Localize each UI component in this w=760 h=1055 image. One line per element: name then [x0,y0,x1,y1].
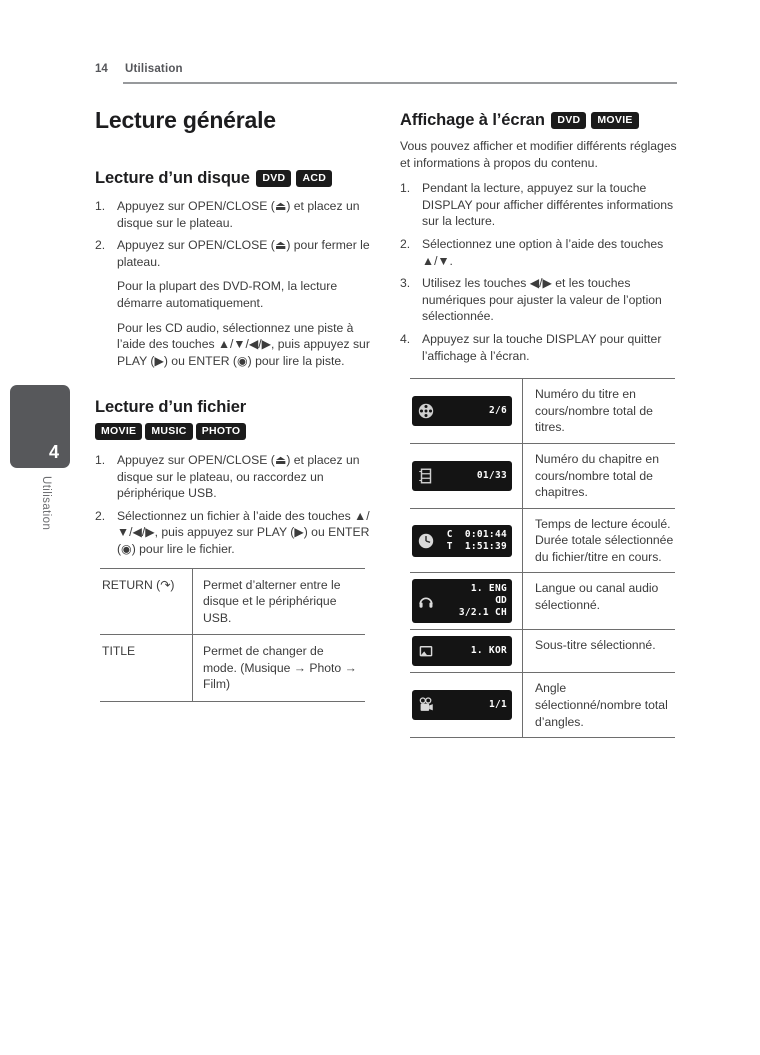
file-format-badges [95,423,372,441]
section-heading-osd: Affichage à l’écran DVD MOVIE [400,110,677,131]
table-row [410,673,675,738]
clock-icon [417,532,438,550]
osd-display-chapter: 01/33 [412,461,512,491]
osd-display-title: 2/6 [412,396,512,426]
button-description: Permet d’alterner entre le disque et le périphérique USB. [193,568,366,635]
right-column [400,110,677,738]
chapter-label-vertical: Utilisation [40,476,52,531]
osd-intro: Vous pouvez afficher et modifier différents réglages et informations à propos du contenu. [400,139,677,170]
page-number: 14 [95,63,108,75]
section-heading-disc: Lecture d’un disque DVD ACD [95,168,372,189]
table-row [410,443,675,508]
button-name: TITLE [100,635,193,702]
chapter-tab [10,385,70,468]
headphones-icon [417,592,438,610]
list-item: 1. Appuyez sur OPEN/CLOSE (⏏) et placez un disque sur le plateau, ou raccordez un périphérique USB. [95,452,360,501]
format-badge-dvd: DVD [551,112,586,129]
osd-description: Temps de lecture écoulé. Durée totale sélectionnée du fichier/titre en cours. [523,508,676,573]
button-name: RETURN (↷) [100,568,193,635]
osd-display-time: C 0:01:44 T 1:51:39 [412,525,512,557]
table-row [410,573,675,630]
osd-display-audio: 1. ENG DD 3/2.1 CH [412,579,512,623]
table-row [410,630,675,673]
list-item: 3. Utilisez les touches ◀/▶ et les touches numériques pour ajuster la valeur de l’option sélectionnée. [400,276,662,324]
subtitle-icon [417,642,438,660]
osd-description: Numéro du chapitre en cours/nombre total de chapitres. [523,443,676,508]
buttons-table [100,568,365,703]
format-badge-photo: PHOTO [196,423,247,440]
dolby-digital-logo: DD [494,595,507,607]
osd-display-angle: 1/1 [412,690,512,720]
list-item: 2. Appuyez sur OPEN/CLOSE (⏏) pour fermer le plateau. [95,238,370,269]
format-badge-movie: MOVIE [95,423,142,440]
film-strip-icon [417,467,438,485]
section-heading-file: Lecture d’un fichier [95,398,247,417]
table-row [410,379,675,444]
list-item: 1. Pendant la lecture, appuyez sur la touche DISPLAY pour afficher différentes informations sur la lecture. [400,181,674,229]
format-badge-music: MUSIC [145,423,192,440]
format-badge-acd: ACD [296,170,332,187]
osd-description: Langue ou canal audio sélectionné. [523,573,676,630]
chapter-number: 4 [48,442,59,462]
list-item: 4. Appuyez sur la touche DISPLAY pour quitter l’affichage à l’écran. [400,331,662,363]
table-row [100,568,365,635]
file-steps [95,452,372,558]
list-item: 2. Sélectionnez un fichier à l’aide des touches ▲/▼/◀/▶, puis appuyez sur PLAY (▶) ou ENTER (◉) pour lire le fichier. [95,508,370,556]
left-column [95,106,372,702]
table-row [410,508,675,573]
camera-icon [417,696,438,714]
osd-display-subtitle: 1. KOR [412,636,512,666]
disc-paragraph: Pour la plupart des DVD-ROM, la lecture démarre automatiquement. [117,279,338,310]
osd-description: Angle sélectionné/nombre total d’angles. [523,673,676,738]
page-title: Lecture générale [95,107,276,133]
list-item: 1. Appuyez sur OPEN/CLOSE (⏏) et placez un disque sur le plateau. [95,199,360,230]
osd-description: Sous-titre sélectionné. [523,630,676,673]
format-badge-dvd: DVD [256,170,291,187]
list-item: 2. Sélectionnez une option à l’aide des touches ▲/▼. [400,236,664,268]
format-badge-movie: MOVIE [591,112,638,129]
button-description: Permet de changer de mode. (Musique → Photo → Film) [193,635,366,702]
osd-info-table [410,378,675,738]
osd-steps [400,180,677,364]
header-rule [123,82,677,84]
disc-paragraph: Pour les CD audio, sélectionnez une piste à l’aide des touches ▲/▼/◀/▶, puis appuyez sur PLAY (▶) ou ENTER (◉) pour lire la piste. [117,320,370,368]
running-header-section: Utilisation [125,63,183,75]
table-row [100,635,365,702]
osd-description: Numéro du titre en cours/nombre total de titres. [523,379,676,444]
film-reel-icon [417,402,438,420]
disc-steps [95,198,372,270]
